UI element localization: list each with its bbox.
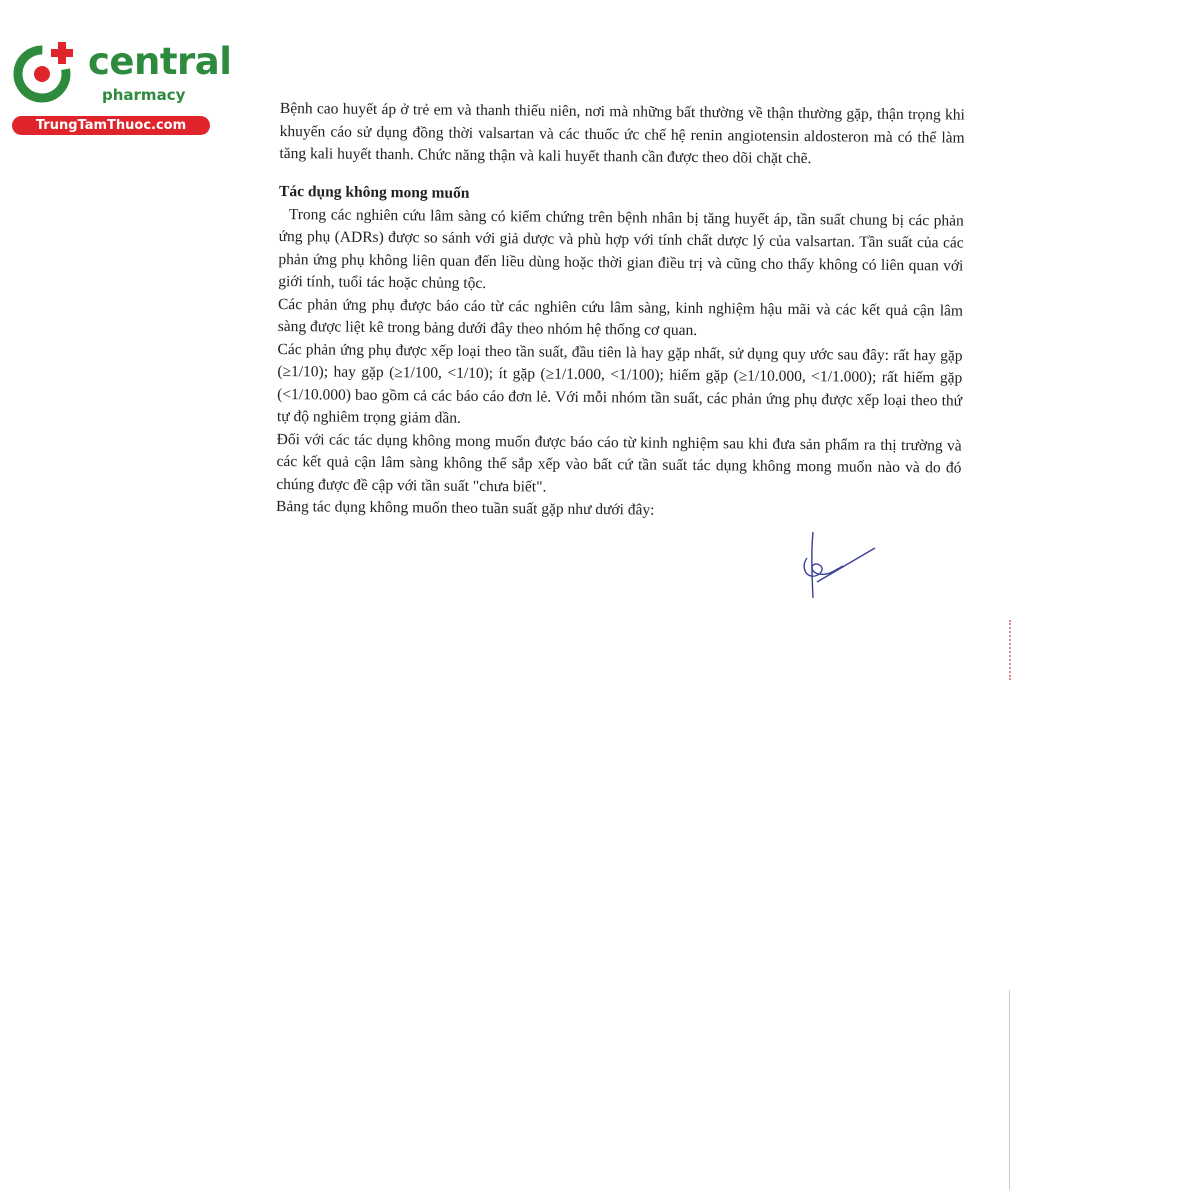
- scan-edge-mark: [1009, 620, 1017, 680]
- pharmacy-cross-icon: [10, 38, 78, 106]
- section-title: Tác dụng không mong muốn: [279, 182, 470, 202]
- logo-subtitle: pharmacy: [102, 86, 186, 104]
- central-pharmacy-logo: [10, 36, 232, 136]
- logo-url-badge: TrungTamThuoc.com: [12, 116, 210, 135]
- paragraph: Đối với các tác dụng không mong muốn được báo cáo từ kinh nghiệm sau khi đưa sản phẩm ra thị trường và các kết quả cận lâm sàng không thể sắp xếp vào bất cứ tần suất tác dụng không mong muốn nào và do đó chúng được đề cập với tần suất "chưa biết".: [276, 430, 962, 496]
- logo-name: central: [88, 40, 232, 83]
- paragraph: Các phản ứng phụ được xếp loại theo tần suất, đầu tiên là hay gặp nhất, sử dụng quy ước sau đây: rất hay gặp (≥1/10); hay gặp (≥1/100, <1/10); ít gặp (≥1/1.000, <1/100); hiếm gặp (≥1/10.000, <1/1.000); rất hiếm gặp (<1/10.000) bao gồm cả các báo cáo đơn lẻ. Với mỗi nhóm tần suất, các phản ứng phụ được xếp loại theo thứ tự độ nghiêm trọng giảm dần.: [276, 340, 963, 427]
- paragraph: Bảng tác dụng không muốn theo tuần suất gặp như dưới đây:: [275, 497, 655, 519]
- scan-edge-line: [1009, 990, 1016, 1190]
- paragraph: Các phản ứng phụ được báo cáo từ các nghiên cứu lâm sàng, kinh nghiệm hậu mãi và các kết quả cận lâm sàng được liệt kê trong bảng dưới đây theo nhóm hệ thống cơ quan.: [277, 295, 964, 340]
- handwritten-signature: [795, 528, 880, 603]
- intro-paragraph: Bệnh cao huyết áp ở trẻ em và thanh thiếu niên, nơi mà những bất thường về thận thường gặp, thận trọng khi khuyến cáo sử dụng đồng thời valsartan và các thuốc ức chế hệ renin angiotensin aldosteron mà có thể làm tăng kali huyết thanh. Chức năng thận và kali huyết thanh cần được theo dõi chặt chẽ.: [279, 99, 965, 168]
- paragraph: Trong các nghiên cứu lâm sàng có kiểm chứng trên bệnh nhân bị tăng huyết áp, tần suất chung bị các phản ứng phụ (ADRs) được so sánh với giả dược và phù hợp với tính chất dược lý của valsartan. Tần suất của các phản ứng phụ không liên quan đến liều dùng hoặc thời gian điều trị và cũng cho thấy không có liên quan với giới tính, tuổi tác hoặc chủng tộc.: [278, 205, 964, 292]
- document-body: [276, 98, 965, 525]
